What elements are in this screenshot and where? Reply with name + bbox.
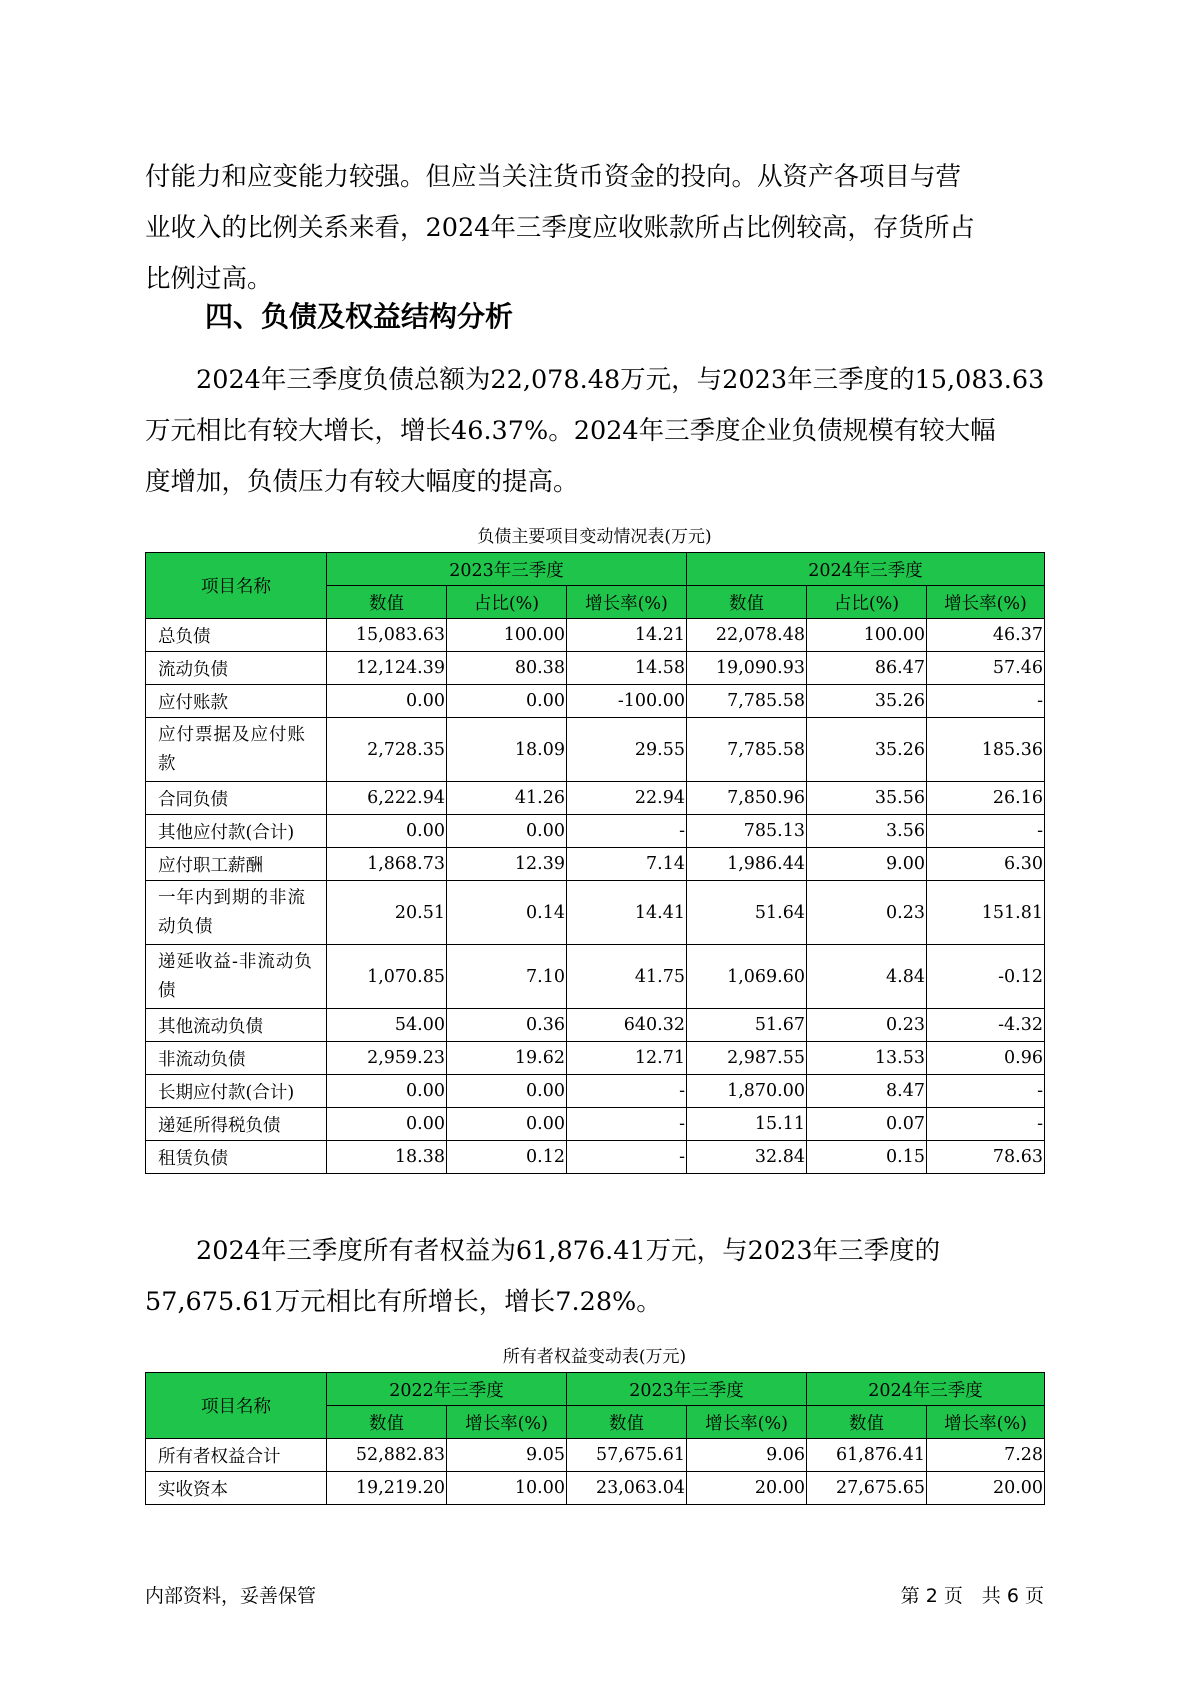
cell-value: 6.30: [927, 848, 1045, 881]
cell-value: -: [567, 815, 687, 848]
cell-value: 6,222.94: [327, 782, 447, 815]
cell-value: 18.09: [447, 718, 567, 782]
cell-value: 78.63: [927, 1141, 1045, 1174]
period-header: 2023年三季度: [567, 1373, 807, 1406]
cell-value: 0.00: [327, 815, 447, 848]
cell-value: 0.23: [807, 881, 927, 945]
cell-value: 0.14: [447, 881, 567, 945]
cell-value: 7.28: [927, 1439, 1045, 1472]
table-row: [146, 652, 1045, 685]
period-header: 2024年三季度: [687, 553, 1045, 586]
table-row: [146, 1439, 1045, 1472]
cell-value: 7,785.58: [687, 718, 807, 782]
cell-value: 23,063.04: [567, 1472, 687, 1505]
cell-value: 0.00: [327, 1075, 447, 1108]
row-label: 合同负债: [146, 782, 327, 815]
cell-value: 0.00: [447, 1075, 567, 1108]
table-row: [146, 881, 1045, 945]
cell-value: 9.06: [687, 1439, 807, 1472]
cell-value: 14.41: [567, 881, 687, 945]
cell-value: 29.55: [567, 718, 687, 782]
cell-value: 100.00: [447, 619, 567, 652]
cell-value: -: [927, 685, 1045, 718]
row-label: 长期应付款(合计): [146, 1075, 327, 1108]
cell-value: 2,728.35: [327, 718, 447, 782]
period-header: 2024年三季度: [807, 1373, 1045, 1406]
cell-value: 9.00: [807, 848, 927, 881]
cell-value: 2,959.23: [327, 1042, 447, 1075]
equity-line: 57,675.61万元相比有所增长，增长7.28%。: [145, 1287, 662, 1317]
row-label: 递延所得税负债: [146, 1108, 327, 1141]
column-header: 增长率(%): [927, 1406, 1045, 1439]
row-label: 总负债: [146, 619, 327, 652]
row-label: 非流动负债: [146, 1042, 327, 1075]
cell-value: 19,219.20: [327, 1472, 447, 1505]
cell-value: 10.00: [447, 1472, 567, 1505]
cell-value: 7,785.58: [687, 685, 807, 718]
table-row: [146, 848, 1045, 881]
cell-value: 35.26: [807, 685, 927, 718]
period-header: 2023年三季度: [327, 553, 687, 586]
column-header: 占比(%): [807, 586, 927, 619]
cell-value: 19.62: [447, 1042, 567, 1075]
column-header-item-name: 项目名称: [146, 1373, 327, 1439]
cell-value: 20.00: [687, 1472, 807, 1505]
cell-value: 7,850.96: [687, 782, 807, 815]
cell-value: 22,078.48: [687, 619, 807, 652]
column-header: 增长率(%): [927, 586, 1045, 619]
cell-value: 0.00: [327, 1108, 447, 1141]
liability-line: 度增加，负债压力有较大幅度的提高。: [145, 467, 579, 497]
cell-value: 0.00: [447, 685, 567, 718]
cell-value: 640.32: [567, 1009, 687, 1042]
cell-value: -: [567, 1108, 687, 1141]
cell-value: 27,675.65: [807, 1472, 927, 1505]
cell-value: 52,882.83: [327, 1439, 447, 1472]
cell-value: -0.12: [927, 945, 1045, 1009]
cell-value: -: [927, 1108, 1045, 1141]
cell-value: 51.67: [687, 1009, 807, 1042]
cell-value: 0.07: [807, 1108, 927, 1141]
cell-value: 0.96: [927, 1042, 1045, 1075]
row-label: 应付账款: [146, 685, 327, 718]
row-label: 流动负债: [146, 652, 327, 685]
cell-value: 26.16: [927, 782, 1045, 815]
cell-value: 1,868.73: [327, 848, 447, 881]
period-header: 2022年三季度: [327, 1373, 567, 1406]
cell-value: -: [927, 1075, 1045, 1108]
cell-value: 0.00: [447, 815, 567, 848]
cell-value: 8.47: [807, 1075, 927, 1108]
liability-paragraph: [145, 355, 1060, 508]
equity-table-caption: 所有者权益变动表(万元): [502, 1347, 687, 1367]
equity-line: 2024年三季度所有者权益为61,876.41万元，与2023年三季度的: [145, 1236, 941, 1266]
row-label: 一年内到期的非流动负债: [146, 881, 327, 945]
table-row: [146, 1472, 1045, 1505]
table-row: [146, 718, 1045, 782]
column-header: 数值: [687, 586, 807, 619]
equity-paragraph: [145, 1226, 1060, 1328]
table-row: [146, 815, 1045, 848]
liability-line: 万元相比有较大增长，增长46.37%。2024年三季度企业负债规模有较大幅: [145, 416, 996, 446]
cell-value: 3.56: [807, 815, 927, 848]
row-label: 其他流动负债: [146, 1009, 327, 1042]
column-header: 占比(%): [447, 586, 567, 619]
column-header-item-name: 项目名称: [146, 553, 327, 619]
cell-value: 15.11: [687, 1108, 807, 1141]
cell-value: 1,070.85: [327, 945, 447, 1009]
table-row: [146, 1141, 1045, 1174]
cell-value: -100.00: [567, 685, 687, 718]
cell-value: 35.56: [807, 782, 927, 815]
column-header: 数值: [327, 586, 447, 619]
cell-value: -: [927, 815, 1045, 848]
cell-value: 18.38: [327, 1141, 447, 1174]
cell-value: 51.64: [687, 881, 807, 945]
cell-value: 2,987.55: [687, 1042, 807, 1075]
cell-value: -: [567, 1141, 687, 1174]
cell-value: 12.71: [567, 1042, 687, 1075]
cell-value: 7.10: [447, 945, 567, 1009]
table-row: [146, 1009, 1045, 1042]
cell-value: 35.26: [807, 718, 927, 782]
cell-value: 86.47: [807, 652, 927, 685]
row-label: 递延收益-非流动负债: [146, 945, 327, 1009]
cell-value: 14.21: [567, 619, 687, 652]
cell-value: 1,870.00: [687, 1075, 807, 1108]
equity-table: [145, 1372, 1045, 1505]
table-row: [146, 1108, 1045, 1141]
cell-value: 41.75: [567, 945, 687, 1009]
column-header: 数值: [567, 1406, 687, 1439]
cell-value: 185.36: [927, 718, 1045, 782]
cell-value: 19,090.93: [687, 652, 807, 685]
intro-line: 业收入的比例关系来看，2024年三季度应收账款所占比例较高，存货所占: [145, 213, 975, 243]
column-header: 数值: [807, 1406, 927, 1439]
column-header: 增长率(%): [447, 1406, 567, 1439]
page-number: 第 2 页 共 6 页: [900, 1585, 1044, 1607]
intro-line: 比例过高。: [145, 264, 273, 294]
cell-value: 12,124.39: [327, 652, 447, 685]
row-label: 应付票据及应付账款: [146, 718, 327, 782]
cell-value: 12.39: [447, 848, 567, 881]
liability-table-caption: 负债主要项目变动情况表(万元): [477, 527, 712, 547]
cell-value: 151.81: [927, 881, 1045, 945]
cell-value: 4.84: [807, 945, 927, 1009]
cell-value: 9.05: [447, 1439, 567, 1472]
cell-value: 41.26: [447, 782, 567, 815]
cell-value: 57.46: [927, 652, 1045, 685]
cell-value: -: [567, 1075, 687, 1108]
intro-line: 付能力和应变能力较强。但应当关注货币资金的投向。从资产各项目与营: [145, 162, 962, 192]
table-row: [146, 685, 1045, 718]
cell-value: 57,675.61: [567, 1439, 687, 1472]
cell-value: 0.23: [807, 1009, 927, 1042]
row-label: 应付职工薪酬: [146, 848, 327, 881]
cell-value: 15,083.63: [327, 619, 447, 652]
intro-paragraph: [145, 152, 1060, 305]
cell-value: 20.00: [927, 1472, 1045, 1505]
cell-value: 46.37: [927, 619, 1045, 652]
cell-value: 1,986.44: [687, 848, 807, 881]
cell-value: 7.14: [567, 848, 687, 881]
column-header: 数值: [327, 1406, 447, 1439]
cell-value: 0.00: [327, 685, 447, 718]
cell-value: -4.32: [927, 1009, 1045, 1042]
cell-value: 0.36: [447, 1009, 567, 1042]
cell-value: 14.58: [567, 652, 687, 685]
table-row: [146, 1075, 1045, 1108]
table-row: [146, 782, 1045, 815]
cell-value: 0.12: [447, 1141, 567, 1174]
footer-note: 内部资料，妥善保管: [145, 1585, 317, 1607]
table-row: [146, 945, 1045, 1009]
cell-value: 0.15: [807, 1141, 927, 1174]
cell-value: 13.53: [807, 1042, 927, 1075]
column-header: 增长率(%): [567, 586, 687, 619]
column-header: 增长率(%): [687, 1406, 807, 1439]
cell-value: 100.00: [807, 619, 927, 652]
cell-value: 80.38: [447, 652, 567, 685]
cell-value: 20.51: [327, 881, 447, 945]
cell-value: 1,069.60: [687, 945, 807, 1009]
table-row: [146, 619, 1045, 652]
liability-line: 2024年三季度负债总额为22,078.48万元，与2023年三季度的15,083.63: [145, 365, 1045, 395]
row-label: 所有者权益合计: [146, 1439, 327, 1472]
cell-value: 22.94: [567, 782, 687, 815]
liability-table: [145, 552, 1045, 1174]
cell-value: 61,876.41: [807, 1439, 927, 1472]
cell-value: 32.84: [687, 1141, 807, 1174]
row-label: 其他应付款(合计): [146, 815, 327, 848]
row-label: 实收资本: [146, 1472, 327, 1505]
cell-value: 785.13: [687, 815, 807, 848]
table-row: [146, 1042, 1045, 1075]
section-heading: 四、负债及权益结构分析: [205, 300, 514, 333]
cell-value: 54.00: [327, 1009, 447, 1042]
row-label: 租赁负债: [146, 1141, 327, 1174]
cell-value: 0.00: [447, 1108, 567, 1141]
